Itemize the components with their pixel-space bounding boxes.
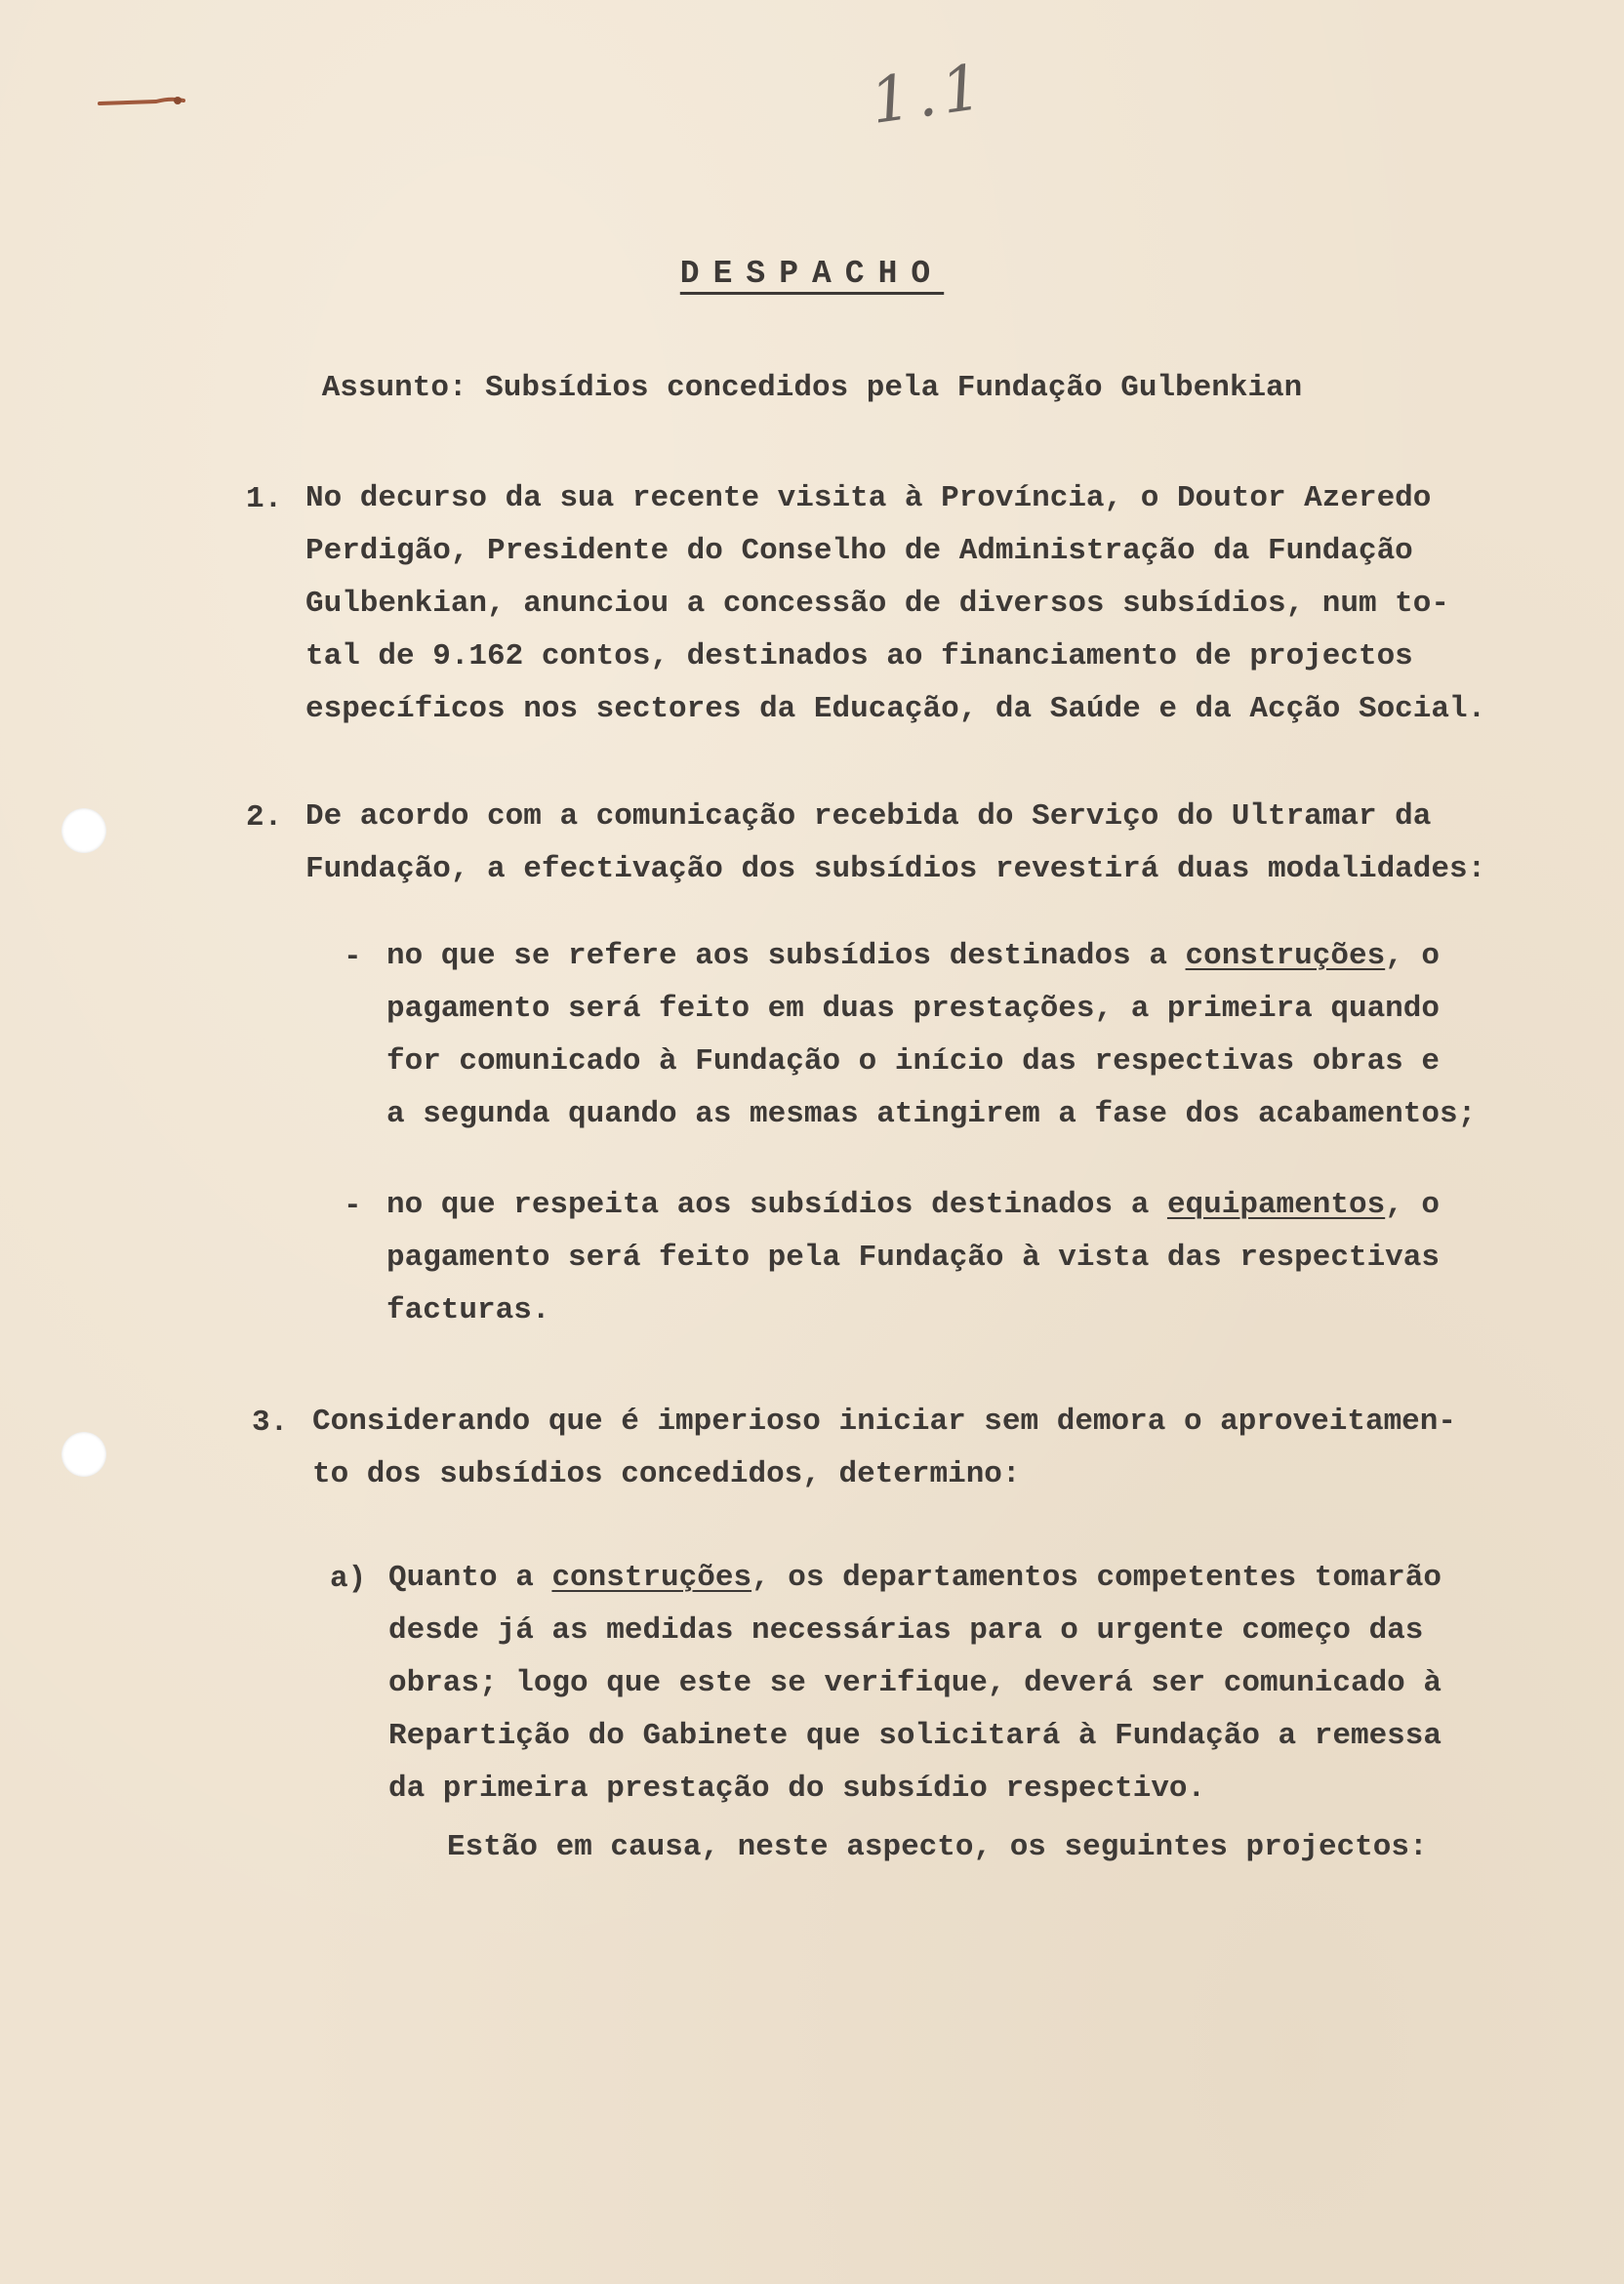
underlined-term: construções: [1185, 939, 1386, 973]
paragraph-1-line: No decurso da sua recente visita à Província, o Doutor Azeredo: [305, 481, 1432, 515]
paragraph-3-number: 3.: [252, 1406, 289, 1440]
list-item-text: no que respeita aos subsídios destinados a: [386, 1188, 1167, 1222]
list-item-text: , o: [1385, 1188, 1440, 1222]
punch-hole-upper: [61, 808, 106, 853]
paragraph-2-number: 2.: [246, 800, 283, 835]
list-item-line: pagamento será feito em duas prestações, a primeira quando: [386, 992, 1440, 1026]
list-item-text: , o: [1385, 939, 1440, 973]
underlined-term: equipamentos: [1166, 1188, 1386, 1222]
list-item-line: a segunda quando as mesmas atingirem a fase dos acabamentos;: [386, 1097, 1477, 1131]
closing-line: Estão em causa, neste aspecto, os seguintes projectos:: [447, 1830, 1428, 1864]
bullet-dash: -: [344, 1189, 362, 1223]
paragraph-2-line: Fundação, a efectivação dos subsídios revestirá duas modalidades:: [305, 852, 1486, 886]
paragraph-1-line: tal de 9.162 contos, destinados ao financiamento de projectos: [305, 639, 1413, 673]
paragraph-3: [312, 1396, 1456, 1501]
list-item-line: for comunicado à Fundação o início das respectivas obras e: [386, 1044, 1440, 1079]
sub-item-line: da primeira prestação do subsídio respectivo.: [388, 1772, 1206, 1806]
staple-mark: [98, 96, 187, 107]
list-item-equipamentos: [386, 1179, 1440, 1337]
paragraph-2: [305, 791, 1485, 896]
sub-item-a-label: a): [330, 1562, 367, 1596]
sub-item-line: obras; logo que este se verifique, deverá ser comunicado à: [388, 1666, 1441, 1700]
sub-item-line: desde já as medidas necessárias para o urgente começo das: [388, 1613, 1424, 1648]
handwritten-page-number: 1.1: [866, 51, 993, 139]
paragraph-1-line: específicos nos sectores da Educação, da Saúde e da Acção Social.: [305, 692, 1486, 726]
sub-item-text: Quanto a: [388, 1561, 552, 1595]
paragraph-3-line: Considerando que é imperioso iniciar sem demora o aproveitamen-: [312, 1405, 1456, 1439]
paragraph-3-line: to dos subsídios concedidos, determino:: [312, 1457, 1021, 1491]
paragraph-1: [305, 472, 1485, 736]
list-item-text: no que se refere aos subsídios destinados a: [386, 939, 1186, 973]
list-item-construcoes: [386, 930, 1476, 1141]
sub-item-first-line: [388, 1552, 1441, 1605]
list-item-line: facturas.: [386, 1293, 550, 1327]
document-subject: Assunto: Subsídios concedidos pela Fundação Gulbenkian: [321, 371, 1303, 405]
paragraph-1-line: Gulbenkian, anunciou a concessão de diversos subsídios, num to-: [305, 587, 1449, 621]
underlined-term: construções: [551, 1561, 752, 1595]
paragraph-1-line: Perdigão, Presidente do Conselho de Administração da Fundação: [305, 534, 1413, 568]
sub-item-a: [388, 1552, 1441, 1815]
document-title: DESPACHO: [679, 256, 945, 292]
list-item-line: pagamento será feito pela Fundação à vista das respectivas: [386, 1241, 1440, 1275]
bullet-dash: -: [344, 940, 362, 974]
paragraph-1-number: 1.: [246, 482, 283, 516]
list-item-first-line: [386, 1179, 1440, 1232]
paragraph-2-line: De acordo com a comunicação recebida do Serviço do Ultramar da: [305, 799, 1432, 834]
punch-hole-lower: [61, 1432, 106, 1477]
sub-item-text: , os departamentos competentes tomarão: [751, 1561, 1441, 1595]
list-item-first-line: [386, 930, 1476, 983]
sub-item-line: Repartição do Gabinete que solicitará à Fundação a remessa: [388, 1719, 1441, 1753]
